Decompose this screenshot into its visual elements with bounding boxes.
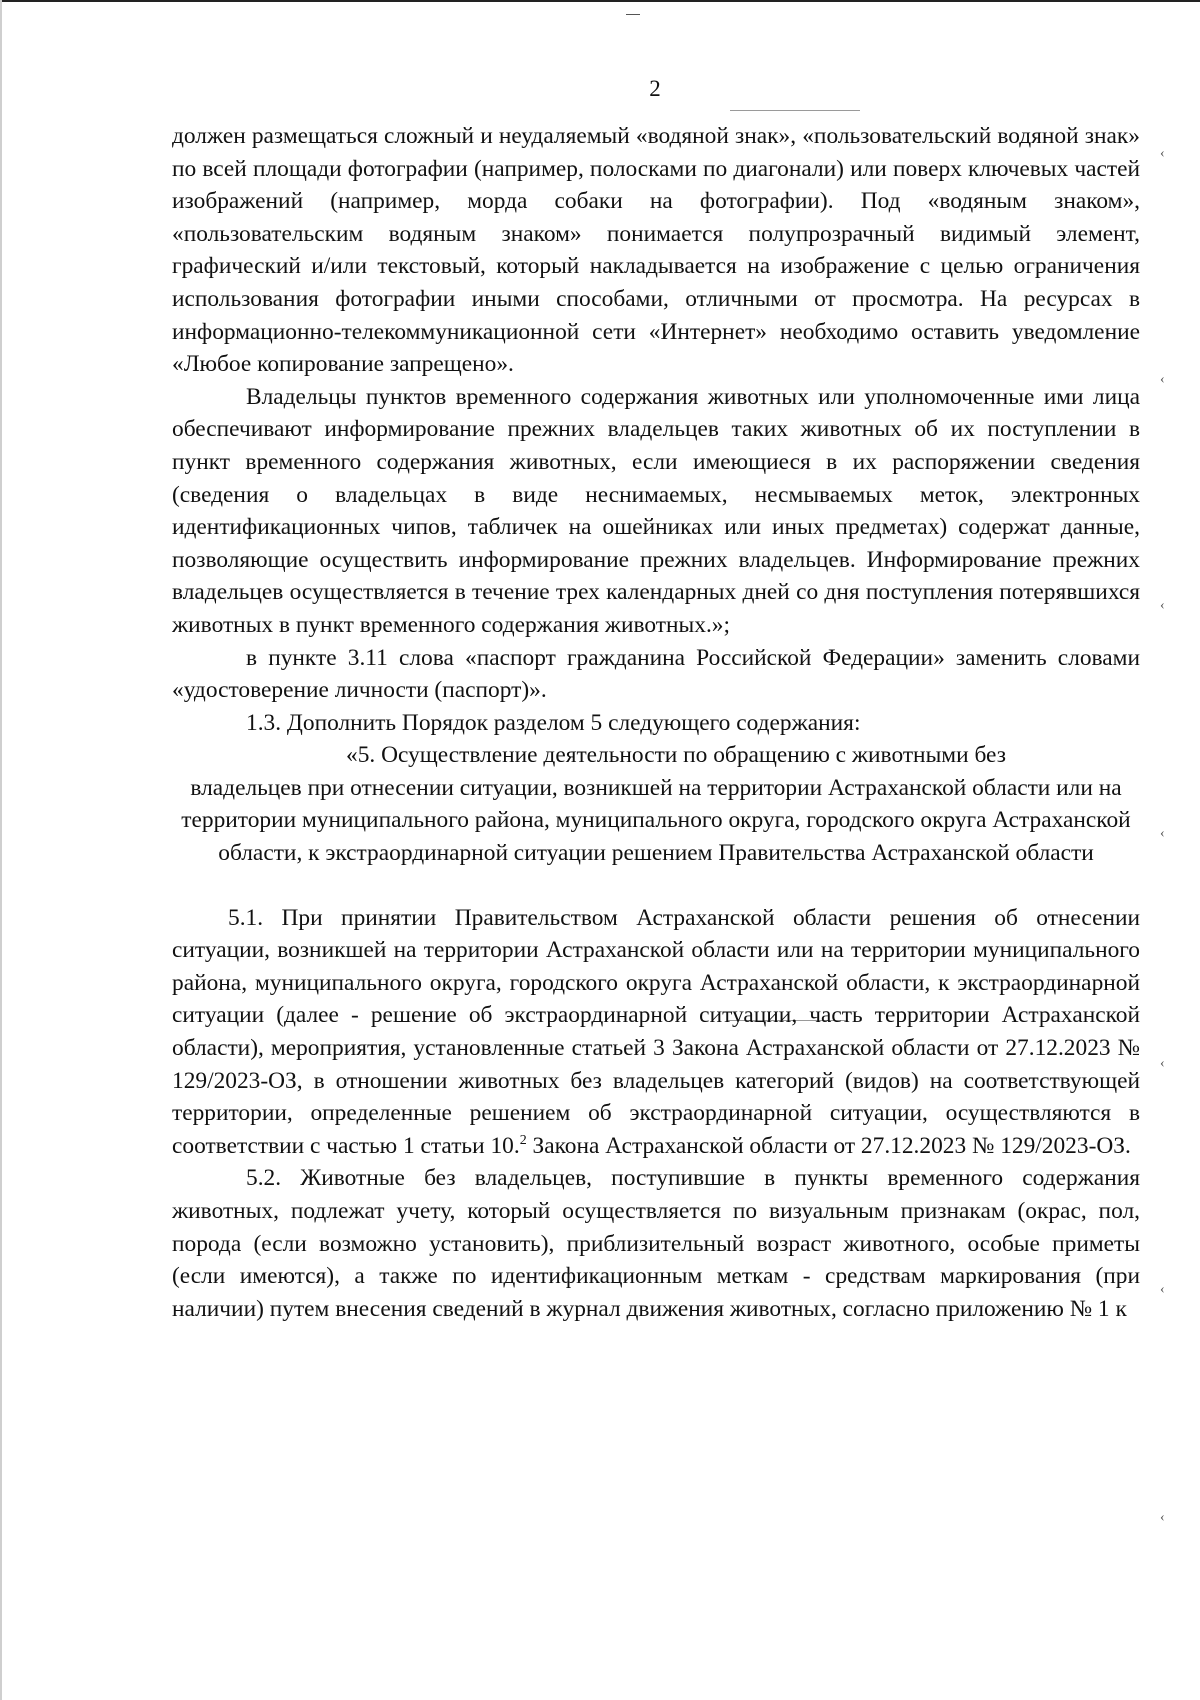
superscript: 2 [519,1132,527,1148]
margin-smudge: ‹ [1160,1282,1165,1297]
paragraph-5-1-text: 5.1. При принятии Правительством Астраханской области решения об отнесении ситуации, возникшей на территории Астраханской области или на территории муниципального района, муниципального округа, городского округа Астраханской области, к экстраординарной ситуации (далее - решение об экстраординарной ситуации, часть территории Астраханской области), мероприятия, установленные статьей 3 Закона Астраханской области от 27.12.2023 № 129/2023-ОЗ, в отношении животных без владельцев категорий (видов) на соответствующей территории, определенные решением об экстраординарной ситуации, осуществляются в соответствии с частью 1 статьи 10. [172,904,1140,1159]
section-gap [172,870,1140,902]
paragraph-5-2: 5.2. Животные без владельцев, поступившие в пункты временного содержания животных, подлежат учету, который осуществляется по визуальным признакам (окрас, пол, порода (если возможно установить), приблизительный возраст животного, особые приметы (если имеются), а также по идентификационным меткам - средствам маркирования (при наличии) путем внесения сведений в журнал движения животных, согласно приложению № 1 к [172,1165,1140,1322]
section-5-heading [172,739,1140,869]
margin-smudge: ‹ [1160,598,1165,613]
scan-border-top [0,0,1200,2]
scan-mark [730,110,860,111]
margin-smudge: ‹ [1160,1056,1165,1071]
paragraph-owner-notification: Владельцы пунктов временного содержания животных или уполномоченные ими лица обеспечивают информирование прежних владельцев таких животных об их поступлении в пункт временного содержания животных, если имеющиеся в их распоряжении сведения (сведения о владельцах в виде неснимаемых, несмываемых меток, электронных идентификационных чипов, табличек на ошейниках или иных предметах) содержат данные, позволяющие осуществить информирование прежних владельцев. Информирование прежних владельцев осуществляется в течение трех календарных дней со дня поступления потерявшихся животных в пункт временного содержания животных.»; [172,383,1140,638]
margin-smudge: ‹ [1160,146,1165,161]
paragraph-amendment-1-3: 1.3. Дополнить Порядок разделом 5 следующего содержания: [246,709,861,736]
paragraph-amendment-3-11: в пункте 3.11 слова «паспорт гражданина Российской Федерации» заменить словами «удостоверение личности (паспорт)». [172,644,1140,704]
scan-mark [626,14,640,15]
document-body [172,120,1140,1325]
scan-border-left [0,0,2,1700]
paragraph-watermark-requirements: должен размещаться сложный и неудаляемый «водяной знак», «пользовательский водяной знак» по всей площади фотографии (например, полосками по диагонали) или поверх ключевых частей изображений (например, морда собаки на фотографии). Под «водяным знаком», «пользовательским водяным знаком» понимается полупрозрачный видимый элемент, графический и/или текстовый, который накладывается на изображение с целью ограничения использования фотографии иными способами, отличными от просмотра. На ресурсах в информационно-телекоммуникационной сети «Интернет» необходимо оставить уведомление «Любое копирование запрещено». [172,123,1140,378]
paragraph-5-1 [172,902,1140,1163]
margin-smudge: ‹ [1160,372,1165,387]
section-5-heading-line1: «5. Осуществление деятельности по обращению с животными без [346,742,1006,769]
section-5-heading-rest: владельцев при отнесении ситуации, возникшей на территории Астраханской области или на территории муниципального района, муниципального округа, городского округа Астраханской области, к экстраординарной ситуации решением Правительства Астраханской области [181,774,1131,867]
margin-smudge: ‹ [1160,1510,1165,1525]
page-number: 2 [649,76,661,101]
margin-smudge: ‹ [1160,826,1165,841]
paragraph-5-1-tail: Закона Астраханской области от 27.12.2023 № 129/2023-ОЗ. [526,1132,1131,1159]
